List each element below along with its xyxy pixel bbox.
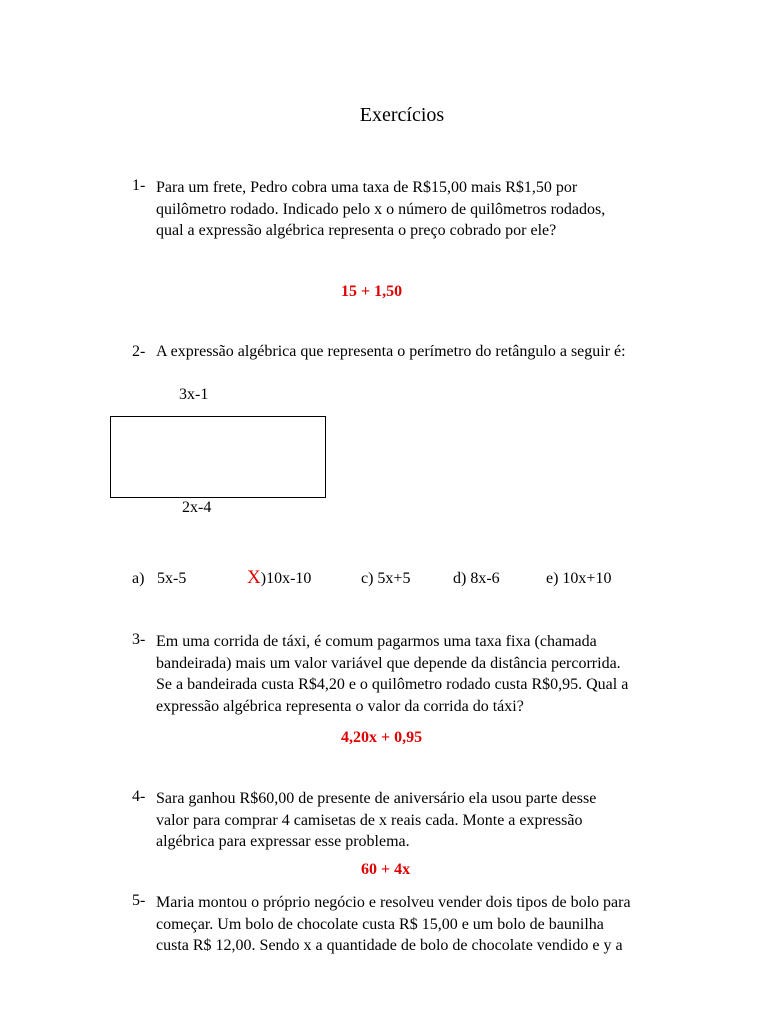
question-3-number: 3- xyxy=(132,631,146,648)
question-3-answer: 4,20x + 0,95 xyxy=(341,729,423,746)
question-4-line: Sara ganhou R$60,00 de presente de aniversário ela usou parte desse xyxy=(156,790,597,807)
question-4-line: algébrica para expressar esse problema. xyxy=(156,833,410,850)
option-b-value: )10x-10 xyxy=(260,570,312,587)
question-1-answer: 15 + 1,50 xyxy=(341,283,403,300)
option-b xyxy=(247,567,311,589)
question-1-line: Para um frete, Pedro cobra uma taxa de R$15,00 mais R$1,50 por xyxy=(156,179,578,196)
option-a: 5x-5 xyxy=(157,570,187,587)
question-2-number: 2- xyxy=(132,343,146,360)
option-e: e) 10x+10 xyxy=(546,570,612,587)
option-d: d) 8x-6 xyxy=(453,570,500,587)
question-3-line: Se a bandeirada custa R$4,20 e o quilômetro rodado custa R$0,95. Qual a xyxy=(156,676,629,693)
question-3-line: bandeirada) mais um valor variável que depende da distância percorrida. xyxy=(156,654,621,672)
selected-x-mark: X xyxy=(247,567,261,588)
question-5-line: custa R$ 12,00. Sendo x a quantidade de bolo de chocolate vendido e y a xyxy=(156,937,623,954)
question-1-line: qual a expressão algébrica representa o preço cobrado por ele? xyxy=(156,222,557,239)
question-3-line: expressão algébrica representa o valor da corrida do táxi? xyxy=(156,697,524,715)
question-5-line: começar. Um bolo de chocolate custa R$ 15,00 e um bolo de baunilha xyxy=(156,915,604,933)
rectangle-figure xyxy=(110,416,326,498)
question-1-line: quilômetro rodado. Indicado pelo x o número de quilômetros rodados, xyxy=(156,200,606,218)
question-4-line: valor para comprar 4 camisetas de x reais cada. Monte a expressão xyxy=(156,811,583,829)
option-a-letter: a) xyxy=(132,570,145,587)
question-3-text xyxy=(156,631,694,717)
question-5-line: Maria montou o próprio negócio e resolveu vender dois tipos de bolo para xyxy=(156,894,631,911)
question-5-number: 5- xyxy=(132,892,146,909)
question-5-text xyxy=(156,892,694,957)
question-4-number: 4- xyxy=(132,788,146,805)
question-4-answer: 60 + 4x xyxy=(361,861,411,878)
option-c: c) 5x+5 xyxy=(361,570,411,587)
question-2-text: A expressão algébrica que representa o perímetro do retângulo a seguir é: xyxy=(156,343,626,360)
page-title: Exercícios xyxy=(359,104,445,126)
question-4-text xyxy=(156,788,694,853)
question-1-number: 1- xyxy=(132,177,146,194)
rectangle-bottom-label: 2x-4 xyxy=(182,499,212,516)
rectangle-top-label: 3x-1 xyxy=(179,386,209,403)
question-3-line: Em uma corrida de táxi, é comum pagarmos uma taxa fixa (chamada xyxy=(156,633,597,650)
question-1-text xyxy=(156,177,694,242)
